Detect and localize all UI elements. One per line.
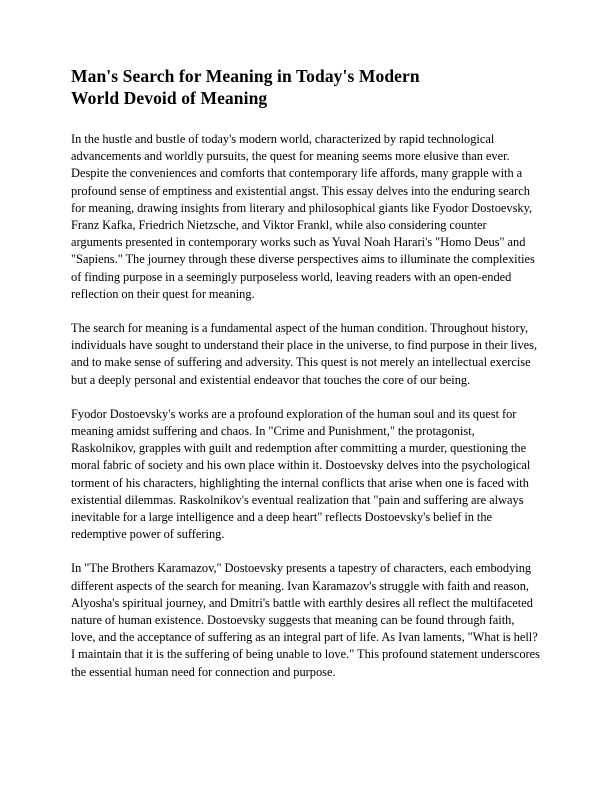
paragraph: In "The Brothers Karamazov," Dostoevsky presents a tapestry of characters, each embodying different aspects of the search for meaning. Ivan Karamazov's struggle with faith and reason, Alyosha's spiritual journey, and Dmitri's battle with earthly desires all reflect the multifaceted nature of human existence. Dostoevsky suggests that meaning can be found through faith, love, and the acceptance of suffering as an integral part of life. As Ivan laments, "What is hell? I maintain that it is the suffering of being unable to love." This profound statement underscores the essential human need for connection and purpose. bbox=[71, 561, 540, 679]
paragraph: The search for meaning is a fundamental aspect of the human condition. Throughout history, individuals have sought to understand their place in the universe, to find purpose in their lives, and to make sense of suffering and adversity. This quest is not merely an intellectual exercise but a deeply personal and existential endeavor that touches the core of our being. bbox=[71, 321, 538, 387]
document-body bbox=[71, 131, 540, 681]
page-title: Man's Search for Meaning in Today's Modern World Devoid of Meaning bbox=[71, 66, 420, 108]
paragraph: Fyodor Dostoevsky's works are a profound exploration of the human soul and its quest for meaning amidst suffering and chaos. In "Crime and Punishment," the protagonist, Raskolnikov, grapples with guilt and redemption after committing a murder, questioning the moral fabric of society and his own place within it. Dostoevsky delves into the psychological torment of his characters, highlighting the internal conflicts that arise when one is faced with existential dilemmas. Raskolnikov's eventual realization that "pain and suffering are always inevitable for a large intelligence and a deep heart" reflects Dostoevsky's belief in the redemptive power of suffering. bbox=[71, 406, 531, 542]
paragraph: In the hustle and bustle of today's modern world, characterized by rapid technological advancements and worldly pursuits, the quest for meaning seems more elusive than ever. Despite the conveniences and comforts that contemporary life affords, many grapple with a profound sense of emptiness and existential angst. This essay delves into the enduring search for meaning, drawing insights from literary and philosophical giants like Fyodor Dostoevsky, Franz Kafka, Friedrich Nietzsche, and Viktor Frankl, while also considering counter arguments presented in contemporary works such as Yuval Noah Harari's "Homo Deus" and "Sapiens." The journey through these diverse perspectives aims to illuminate the complexities of finding purpose in a seemingly purposeless world, leaving readers with an open-ended reflection on their quest for meaning. bbox=[71, 132, 535, 301]
